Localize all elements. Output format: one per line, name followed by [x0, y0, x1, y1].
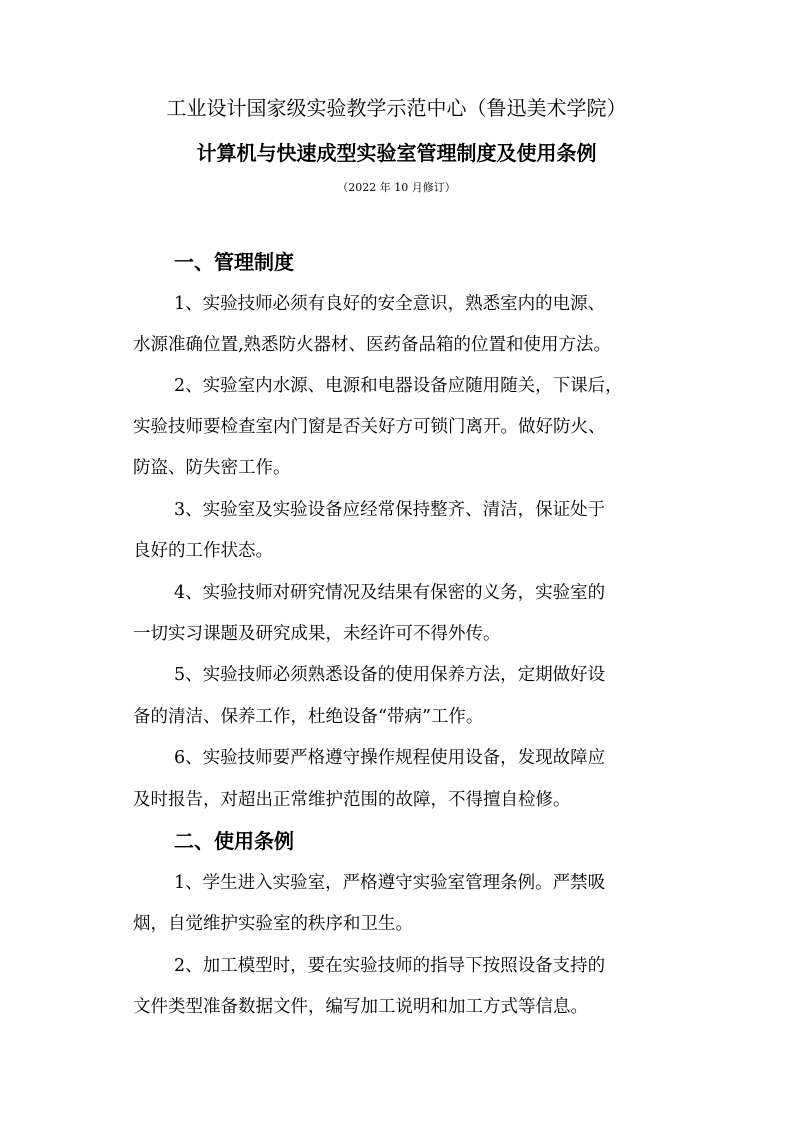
paragraph-line: 2、实验室内水源、电源和电器设备应随用随关，下课后，: [174, 376, 623, 396]
paragraph-line: 3、实验室及实验设备应经常保持整齐、清洁，保证处于: [174, 500, 606, 520]
paragraph-line: 一切实习课题及研究成果，未经许可不得外传。: [133, 624, 501, 644]
section-heading-usage: 二、使用条例: [174, 829, 294, 853]
paragraph-line: 防盗、防失密工作。: [133, 458, 291, 478]
paragraph-line: 及时报告，对超出正常维护范围的故障，不得擅自检修。: [133, 790, 571, 810]
paragraph-line: 2、加工模型时，要在实验技师的指导下按照设备支持的: [174, 956, 606, 976]
section-heading-management: 一、管理制度: [174, 250, 294, 274]
paragraph-line: 5、实验技师必须熟悉设备的使用保养方法，定期做好设: [174, 665, 606, 685]
paragraph-line: 4、实验技师对研究情况及结果有保密的义务，实验室的: [174, 583, 606, 603]
paragraph-line: 1、实验技师必须有良好的安全意识，熟悉室内的电源、: [174, 294, 606, 314]
paragraph-line: 水源准确位置,熟悉防火器材、医药备品箱的位置和使用方法。: [133, 335, 612, 355]
document-title-line1: 工业设计国家级实验教学示范中心（鲁迅美术学院）: [166, 96, 627, 120]
paragraph-line: 烟，自觉维护实验室的秩序和卫生。: [133, 914, 413, 934]
paragraph-line: 文件类型准备数据文件，编写加工说明和加工方式等信息。: [133, 997, 588, 1017]
paragraph-line: 实验技师要检查室内门窗是否关好方可锁门离开。做好防火、: [133, 417, 606, 437]
revision-date: （2022 年 10 月修订）: [337, 181, 456, 194]
paragraph-line: 良好的工作状态。: [133, 541, 273, 561]
paragraph-line: 6、实验技师要严格遵守操作规程使用设备，发现故障应: [174, 748, 606, 768]
document-title-line2: 计算机与快速成型实验室管理制度及使用条例: [196, 141, 597, 165]
paragraph-line: 1、学生进入实验室，严格遵守实验室管理条例。严禁吸: [174, 873, 606, 893]
paragraph-line: 备的清洁、保养工作，杜绝设备“带病”工作。: [133, 707, 484, 727]
